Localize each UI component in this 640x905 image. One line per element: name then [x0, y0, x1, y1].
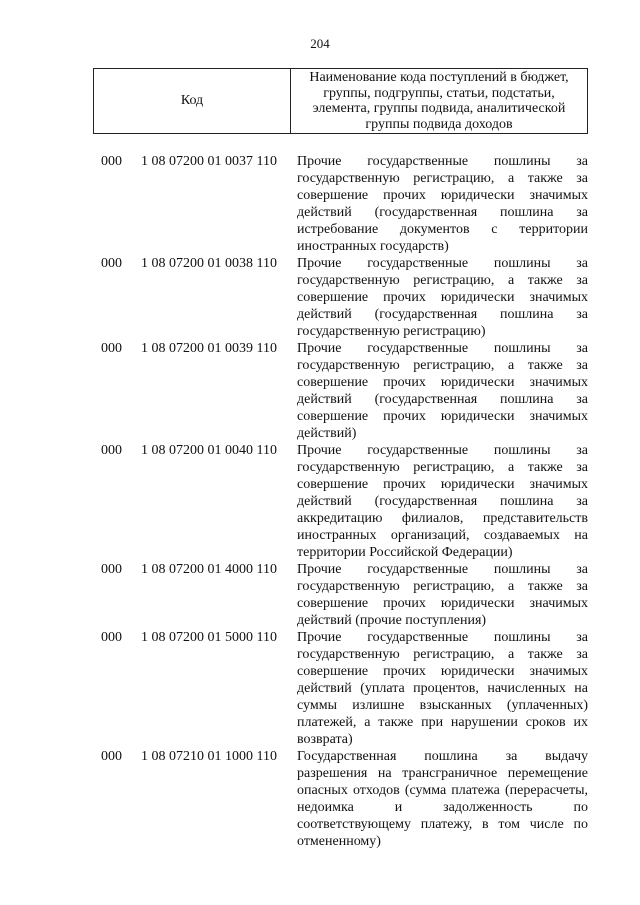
row-description: Прочие государственные пошлины за государственную регистрацию, а также за совершение прочих юридически значимых действий (прочие поступления)	[297, 562, 588, 628]
row-admin-code: 000	[101, 630, 122, 645]
row-description: Прочие государственные пошлины за государственную регистрацию, а также за совершение прочих юридически значимых действий (государственная пошлина за государственную регистрацию)	[297, 256, 588, 339]
table-row	[0, 442, 640, 561]
row-revenue-code: 1 08 07200 01 0039 110	[141, 341, 277, 356]
header-name-label: Наименование кода поступлений в бюджет, группы, подгруппы, статьи, подстатьи, элемента, группы подвида, аналитической группы подвида доходов	[309, 70, 569, 132]
header-code-label: Код	[94, 69, 291, 133]
table-row	[0, 629, 640, 748]
row-admin-code: 000	[101, 749, 122, 764]
table-row	[0, 340, 640, 442]
table-row	[0, 255, 640, 340]
row-revenue-code: 1 08 07200 01 4000 110	[141, 562, 277, 577]
row-revenue-code: 1 08 07200 01 5000 110	[141, 630, 277, 645]
row-admin-code: 000	[101, 341, 122, 356]
row-description: Прочие государственные пошлины за государственную регистрацию, а также за совершение прочих юридически значимых действий (уплата процентов, начисленных на суммы излишне взысканных (уплаченных) платежей, а также при нарушении сроков их возврата)	[297, 630, 588, 747]
row-description: Прочие государственные пошлины за государственную регистрацию, а также за совершение прочих юридически значимых действий (государственная пошлина за истребование документов с территории иностранных государств)	[297, 154, 588, 254]
row-revenue-code: 1 08 07200 01 0037 110	[141, 154, 277, 169]
row-revenue-code: 1 08 07200 01 0038 110	[141, 256, 277, 271]
page-number: 204	[310, 36, 330, 51]
row-revenue-code: 1 08 07210 01 1000 110	[141, 749, 277, 764]
table-row	[0, 561, 640, 629]
table-body	[0, 153, 640, 850]
row-admin-code: 000	[101, 154, 122, 169]
row-admin-code: 000	[101, 443, 122, 458]
table-row	[0, 748, 640, 850]
row-description: Прочие государственные пошлины за государственную регистрацию, а также за совершение прочих юридически значимых действий (государственная пошлина за совершение прочих юридически значимых действий)	[297, 341, 588, 441]
row-admin-code: 000	[101, 256, 122, 271]
row-description: Прочие государственные пошлины за государственную регистрацию, а также за совершение прочих юридически значимых действий (государственная пошлина за аккредитацию филиалов, представительств иностранных организаций, создаваемых на территории Российской Федерации)	[297, 443, 588, 560]
row-revenue-code: 1 08 07200 01 0040 110	[141, 443, 277, 458]
row-admin-code: 000	[101, 562, 122, 577]
table-header	[93, 68, 588, 134]
row-description: Государственная пошлина за выдачу разрешения на трансграничное перемещение опасных отходов (сумма платежа (перерасчеты, недоимка и задолженность по соответствующему платежу, в том числе по отмененному)	[297, 749, 588, 849]
table-row	[0, 153, 640, 255]
